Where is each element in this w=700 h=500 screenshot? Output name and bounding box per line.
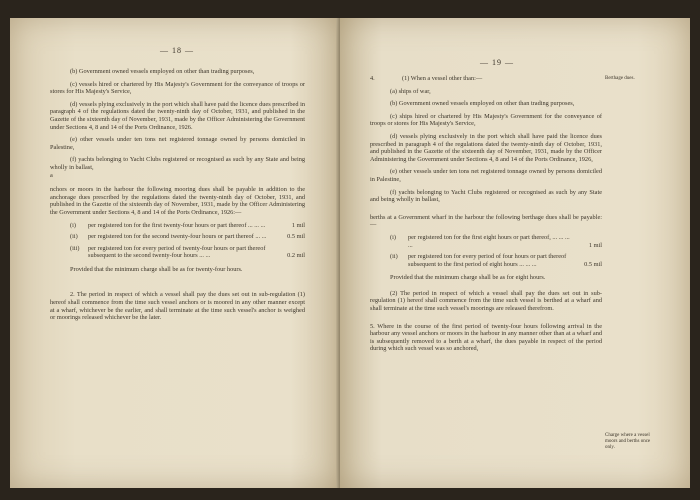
left-para-a: a xyxy=(50,171,53,179)
right-para-f: (f) yachts belonging to Yacht Clubs registered or recognised as such by any State and being wholly in ballast, xyxy=(370,188,602,204)
left-para-e: (e) other vessels under ten tons net registered tonnage owned by persons domiciled in Palestine, xyxy=(50,136,305,151)
rate-row: (iii) per registered ton for every period of twenty-four hours or part thereof subsequent to the second twenty-four hours ... ... 0.2 mil xyxy=(70,244,305,260)
right-heading: 4. (1) When a vessel other than:— xyxy=(370,75,483,82)
right-para-a: (a) ships of war, xyxy=(390,87,431,95)
left-para-mooring: nchors or moors in the harbour the following mooring dues shall be payable in addition to the anchorage dues prescribed by the regulations dated the twenty-ninth day of October, 1931, and published in the Gazette of the sixteenth day of November, 1931, made by the Officer Administering the Government under Sections 4, 8 and 14 of the Ports Ordinance, 1926:— xyxy=(50,186,305,216)
right-para-e: (e) other vessels under ten tons net registered tonnage owned by persons domiciled in Palestine, xyxy=(370,168,602,183)
rate-row: (ii) per registered ton for the second twenty-four hours or part thereof ... ... 0.5 mil xyxy=(70,233,305,241)
right-proviso: Provided that the minimum charge shall be as for eight hours. xyxy=(390,274,546,282)
right-page-text xyxy=(370,75,602,358)
right-para-5: 5. Where in the course of the first period of twenty-four hours following arrival in the harbour any vessel anchors or moors in the harbour in any manner other than at a wharf and is subsequently removed to a berth at a wharf, the dues payable in respect of the period during which such vessel was so anchored, xyxy=(370,322,602,353)
rate-row: (i) per registered ton for the first eight hours or part thereof, ... ... ... ... 1 mil xyxy=(390,233,602,249)
right-para-berths: berths at a Government wharf in the harbour the following berthage dues shall be payable:— xyxy=(370,213,602,229)
left-para-c: (c) vessels hired or chartered by His Majesty's Government for the conveyance of troops or stores for His Majesty's Service, xyxy=(50,80,305,96)
rate-row: (ii) per registered ton for every period of four hours or part thereof subsequent to the first period of eight hours ... ... ... 0.5 mil xyxy=(390,253,602,268)
page-number-left: — 18 — xyxy=(160,46,194,55)
right-page xyxy=(340,18,690,488)
left-para-f: (f) yachts belonging to Yacht Clubs registered or recognised as such by any State and being wholly in ballast, xyxy=(50,156,305,171)
right-para-d: (d) vessels plying exclusively in the port which shall have paid the licence dues prescribed in paragraph 4 of the regulations dated the twenty-ninth day of October, 1931, and published in the Gazette of the sixteenth day of November, 1931, made by the Officer Administering the Government under Sections 4, 8 and 14 of the Ports Ordinance, 1926, xyxy=(370,132,602,163)
right-para-2: (2) The period in respect of which a vessel shall pay the dues set out in sub-regulation (1) hereof shall commence from the time such vessel is berthed at a wharf and shall terminate at the time such vessel's moorings are released therefrom. xyxy=(370,289,602,313)
left-para-d: (d) vessels plying exclusively in the port which shall have paid the licence dues prescribed in paragraph 4 of the regulations dated the twenty-ninth day of October, 1931, and published in the Gazette of the sixteenth day of November, 1931, made by the Officer Administering the Government under Sections 4, 8 and 14 of the Ports Ordinance, 1926. xyxy=(50,100,305,131)
right-para-b: (b) Government owned vessels employed on other than trading purposes, xyxy=(390,100,575,108)
left-page-text xyxy=(50,68,305,327)
margin-note-charge: Charge where a vessel moors and berths once only. xyxy=(605,433,651,450)
left-para-b: (b) Government owned vessels employed on other than trading purposes, xyxy=(70,68,255,75)
margin-note-berthage: Berthage dues. xyxy=(605,76,635,81)
left-para-2: 2. The period in respect of which a vessel shall pay the dues set out in sub-regulation (1) hereof shall commence from the time such vessel anchors or is moored in any other manner except at a wharf, whichever be the earlier, and shall terminate at the time such vessel's anchor is weighed or moorings released whichever be the later. xyxy=(50,291,305,322)
left-page xyxy=(10,18,340,488)
rate-row: (i) per registered ton for the first twenty-four hours or part thereof ... ... ... 1 mil xyxy=(70,221,305,229)
page-number-right: — 19 — xyxy=(480,58,514,67)
left-proviso: Provided that the minimum charge shall be as for twenty-four hours. xyxy=(70,265,243,273)
right-para-c: (c) ships hired or chartered by His Majesty's Government for the conveyance of troops or stores for His Majesty's Service, xyxy=(370,112,602,128)
